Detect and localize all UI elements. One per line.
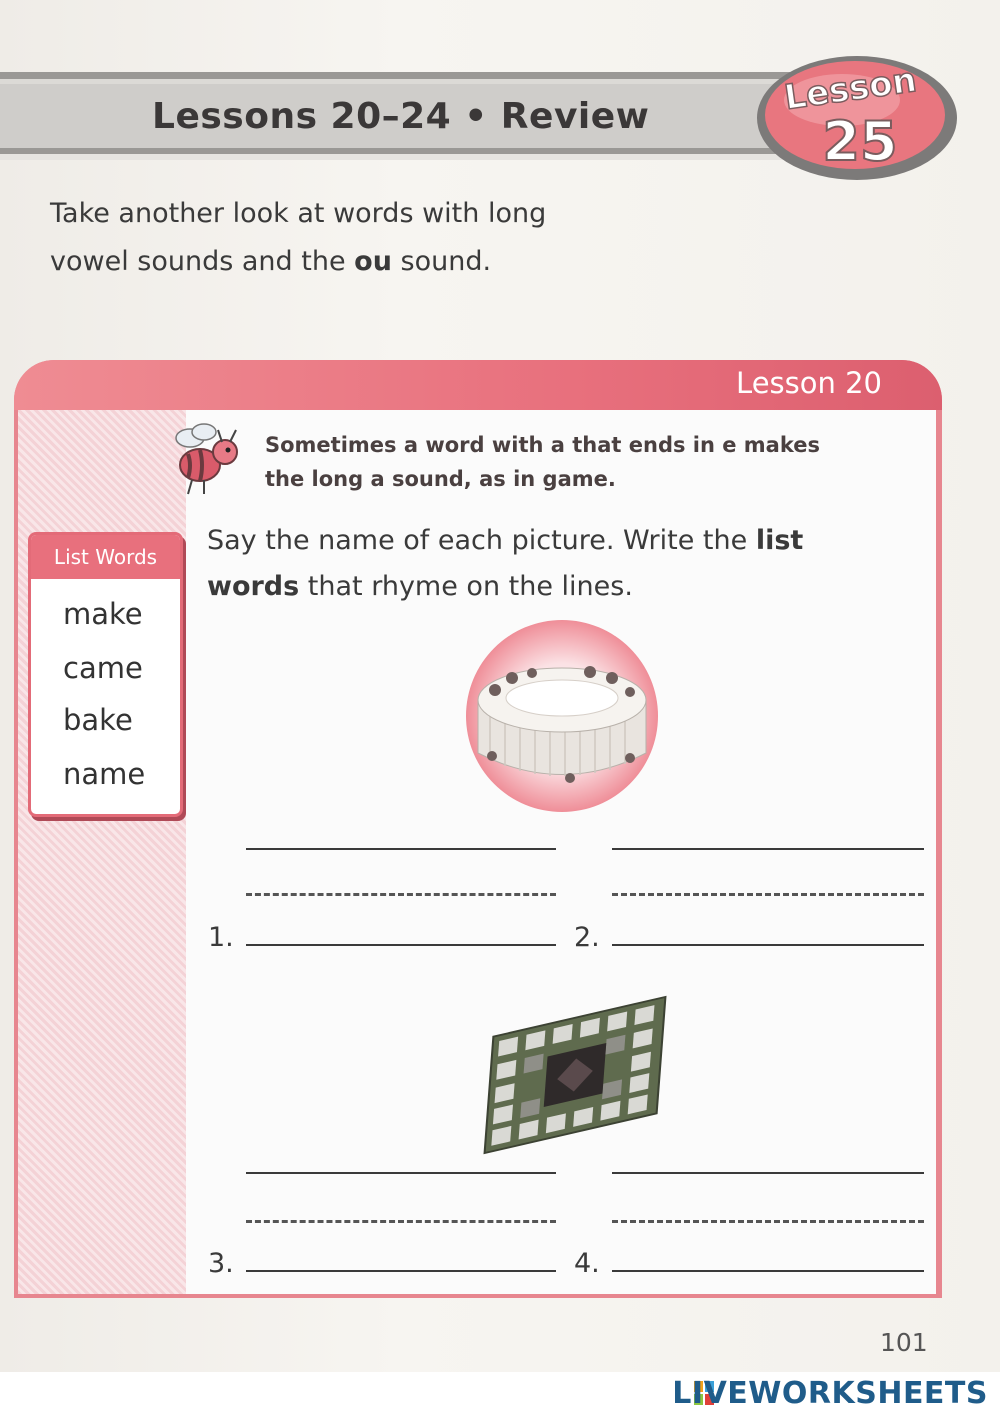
answer-line-4-mid [612,1220,924,1223]
badge-number: 25 [822,110,898,173]
page-number: 101 [880,1328,928,1357]
answer-line-2-mid [612,893,924,896]
instructions [207,518,887,610]
answer-line-4-top [612,1172,924,1174]
badge-word: Lesson [781,60,919,119]
lesson-badge [752,48,962,188]
answer-line-3-top [246,1172,556,1174]
page-title: Lessons 20–24 • Review [152,96,650,137]
instruction-end: that rhyme on the lines. [299,571,633,602]
answer-number-1: 1. [208,922,234,953]
intro-line-2-end: sound. [391,246,492,277]
answer-number-3: 3. [208,1248,234,1279]
list-word: name [63,757,146,791]
intro-line-2 [50,238,650,286]
lesson-tag: Lesson 20 [736,366,882,400]
answer-line-4[interactable] [612,1270,924,1272]
list-word: came [63,651,143,685]
answer-line-1-mid [246,893,556,896]
answer-number-4: 4. [574,1248,600,1279]
answer-line-3[interactable] [246,1270,556,1272]
list-words-box [28,532,183,817]
cake-picture [450,618,675,813]
quilt-picture [465,995,685,1155]
intro-highlight-ou: ou [354,246,392,277]
footer-bar [0,1372,1000,1415]
list-word: make [63,597,143,631]
intro-text [50,190,650,286]
answer-line-1-top [246,848,556,850]
tip-line-1: Sometimes a word with a that ends in e makes [265,433,820,457]
phonics-tip [265,428,885,496]
answer-number-2: 2. [574,922,600,953]
intro-line-1: Take another look at words with long [50,198,547,229]
answer-line-2-top [612,848,924,850]
list-words-heading: List Words [31,535,180,579]
answer-line-2[interactable] [612,944,924,946]
instruction-bold-words: words [207,571,300,602]
intro-line-2-start: vowel sounds and the [50,246,355,277]
tip-line-2: the long a sound, as in game. [265,467,616,491]
answer-line-3-mid [246,1220,556,1223]
list-word: bake [63,703,133,737]
bee-icon [170,420,250,500]
instruction-start: Say the name of each picture. Write the [207,525,756,556]
liveworksheets-brand[interactable]: LIVEWORKSHEETS [672,1376,988,1411]
answer-line-1[interactable] [246,944,556,946]
lesson-card-header [14,360,942,410]
title-banner [0,72,790,160]
lesson-card [14,360,942,1298]
instruction-bold-list: list [755,525,804,556]
